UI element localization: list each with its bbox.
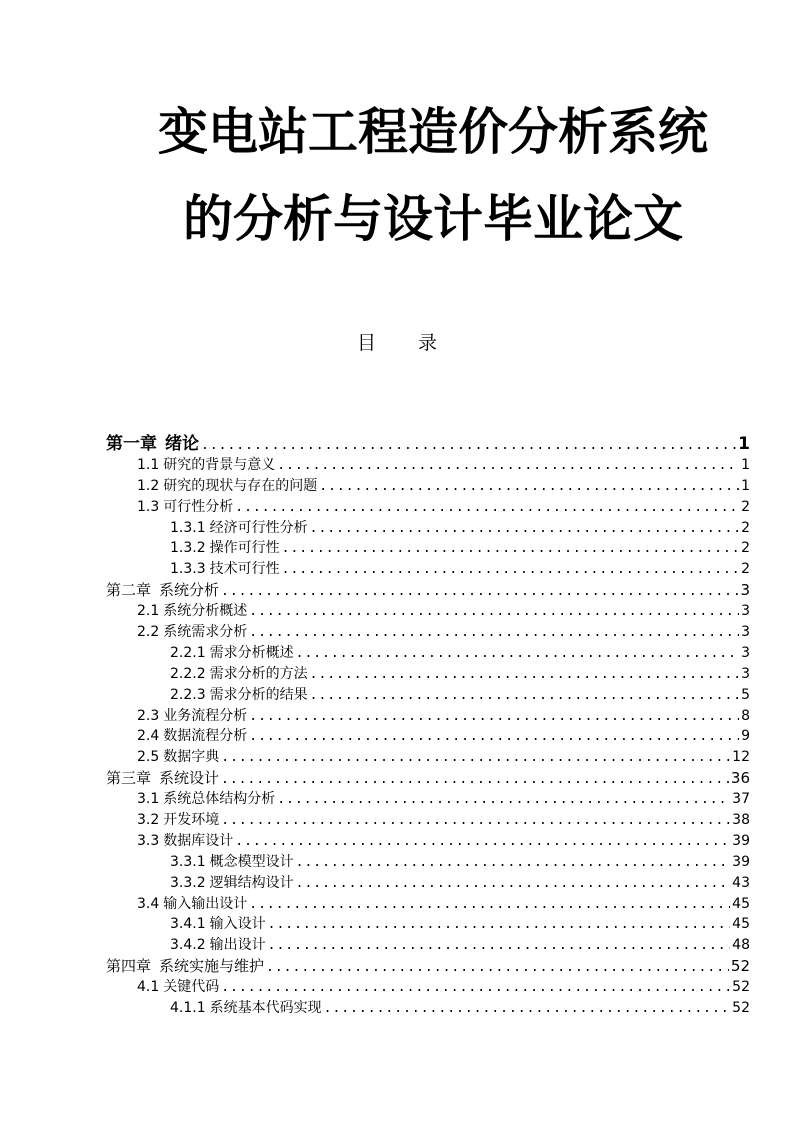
toc-dot-leader: [268, 915, 731, 935]
toc-dot-leader: [266, 958, 729, 977]
toc-entry-text: 需求分析概述: [209, 644, 294, 661]
toc-page-number: 1: [741, 456, 750, 473]
toc-entry-text: 系统基本代码实现: [209, 1000, 322, 1017]
toc-entry[interactable]: [106, 497, 750, 518]
toc-heading: 目录: [356, 332, 479, 354]
toc-dot-leader: [221, 811, 730, 831]
toc-entry-text: 系统需求分析: [163, 624, 248, 641]
toc-entry-number: 2.2.2: [170, 665, 206, 682]
toc-entry-text: 数据流程分析: [163, 728, 248, 745]
toc-entry-title: [106, 768, 219, 789]
toc-dot-leader: [221, 582, 738, 601]
toc-entry-title: [170, 873, 294, 894]
toc-entry-text: 系统分析概述: [163, 603, 248, 620]
toc-entry-title: [170, 538, 280, 559]
toc-entry-title: [137, 894, 247, 915]
toc-dot-leader: [324, 999, 731, 1019]
toc-page-number: 3: [740, 581, 750, 600]
toc-entry-text: 系统设计: [159, 769, 220, 788]
toc-dot-leader: [296, 644, 739, 664]
toc-entry[interactable]: [106, 894, 750, 915]
toc-entry-title: [170, 643, 294, 664]
toc-entry-title: [106, 956, 264, 977]
toc-entry[interactable]: [106, 810, 750, 831]
toc-entry[interactable]: [106, 977, 750, 998]
toc-entry-text: 需求分析的方法: [209, 665, 308, 682]
toc-entry-number: 2.2.3: [170, 686, 206, 703]
toc-entry-text: 研究的背景与意义: [163, 456, 276, 473]
toc-page-number: 45: [732, 895, 750, 912]
toc-entry[interactable]: [106, 747, 750, 768]
toc-entry-text: 开发环境: [163, 812, 220, 829]
toc-dot-leader: [235, 832, 730, 852]
toc-page-number: 9: [741, 728, 750, 745]
toc-page-number: 38: [732, 812, 750, 829]
toc-entry-number: 4.1.1: [170, 1000, 206, 1017]
toc-entry[interactable]: [106, 914, 750, 935]
toc-entry-text: 数据字典: [163, 749, 220, 766]
toc-entry[interactable]: [106, 434, 750, 455]
toc-entry-text: 关键代码: [163, 979, 220, 996]
toc-dot-leader: [249, 623, 739, 643]
toc-entry-title: [137, 622, 247, 643]
toc-entry-title: [137, 706, 247, 727]
toc-entry-text: 逻辑结构设计: [209, 874, 294, 891]
toc-page-number: 3: [741, 644, 750, 661]
toc-page-number: 39: [732, 853, 750, 870]
toc-entry[interactable]: [106, 559, 750, 580]
toc-entry-text: 经济可行性分析: [209, 519, 308, 536]
toc-entry[interactable]: [106, 831, 750, 852]
toc-entry[interactable]: [106, 476, 750, 497]
toc-page-number: 2: [741, 498, 750, 515]
toc-entry-number: 3.3.1: [170, 853, 206, 870]
toc-entry-title: [137, 789, 275, 810]
toc-entry-number: 3.4.2: [170, 937, 206, 954]
toc-entry-title: [106, 434, 199, 455]
toc-entry-number: 4.1: [137, 979, 160, 996]
toc-entry-number: 2.1: [137, 603, 160, 620]
toc-entry-title: [137, 601, 247, 622]
toc-entry-number: 2.2.1: [170, 644, 206, 661]
toc-entry-text: 概念模型设计: [209, 853, 294, 870]
toc-entry-text: 数据库设计: [163, 832, 234, 849]
toc-entry-number: 3.4.1: [170, 916, 206, 933]
toc-entry[interactable]: [106, 706, 750, 727]
toc-dot-leader: [221, 978, 730, 998]
toc-entry[interactable]: [106, 956, 750, 977]
toc-entry[interactable]: [106, 643, 750, 664]
toc-entry[interactable]: [106, 852, 750, 873]
toc-page-number: 2: [741, 561, 750, 578]
toc-dot-leader: [249, 895, 730, 915]
toc-entry-number: 2.5: [137, 749, 160, 766]
toc-entry-number: 第四章: [106, 957, 152, 976]
toc-dot-leader: [277, 456, 739, 476]
toc-page-number: 3: [741, 624, 750, 641]
toc-entry-text: 输入输出设计: [163, 895, 248, 912]
toc-dot-leader: [282, 539, 739, 559]
toc-entry-number: 2.2: [137, 624, 160, 641]
toc-entry-number: 第二章: [106, 581, 152, 600]
toc-entry-title: [170, 559, 280, 580]
toc-dot-leader: [235, 498, 739, 518]
toc-entry-number: 3.1: [137, 791, 160, 808]
toc-page-number: 43: [732, 874, 750, 891]
toc-page-number: 12: [732, 749, 750, 766]
toc-entry-title: [137, 747, 219, 768]
toc-entry-title: [137, 497, 233, 518]
toc-entry-number: 1.3.3: [170, 561, 206, 578]
toc-entry-title: [137, 476, 317, 497]
toc-page-number: 39: [732, 832, 750, 849]
toc-entry-text: 业务流程分析: [163, 707, 248, 724]
toc-entry-title: [137, 726, 247, 747]
toc-entry[interactable]: [106, 873, 750, 894]
toc-entry-number: 第三章: [106, 769, 152, 788]
toc-entry-title: [170, 998, 322, 1019]
document-title-line-2: 的分析与设计毕业论文: [183, 190, 683, 248]
toc-dot-leader: [201, 436, 736, 455]
toc-entry-text: 系统总体结构分析: [163, 791, 276, 808]
toc-entry-text: 需求分析的结果: [209, 686, 308, 703]
toc-page-number: 2: [741, 519, 750, 536]
toc-entry-title: [137, 977, 219, 998]
toc-entry-title: [170, 685, 308, 706]
toc-entry-number: 1.3.2: [170, 540, 206, 557]
toc-entry[interactable]: [106, 789, 750, 810]
toc-page-number: 37: [732, 791, 750, 808]
toc-entry-number: 3.4: [137, 895, 160, 912]
toc-entry-text: 输入设计: [209, 916, 266, 933]
toc-entry-number: 1.3.1: [170, 519, 206, 536]
toc-page-number: 48: [732, 937, 750, 954]
toc-page-number: 1: [741, 477, 750, 494]
toc-page-number: 52: [732, 979, 750, 996]
toc-dot-leader: [282, 560, 739, 580]
toc-dot-leader: [268, 936, 731, 956]
toc-page-number: 36: [730, 769, 750, 788]
toc-entry-title: [170, 852, 294, 873]
toc-dot-leader: [296, 874, 731, 894]
toc-dot-leader: [310, 686, 739, 706]
toc-dot-leader: [249, 727, 739, 747]
toc-page-number: 2: [741, 540, 750, 557]
toc-page-number: 3: [741, 665, 750, 682]
toc-entry-number: 2.4: [137, 728, 160, 745]
toc-entry-number: 1.2: [137, 477, 160, 494]
toc-entry-title: [137, 455, 275, 476]
toc-entry-text: 操作可行性: [209, 540, 280, 557]
toc-dot-leader: [249, 602, 739, 622]
toc-entry[interactable]: [106, 664, 750, 685]
toc-dot-leader: [310, 665, 739, 685]
toc-dot-leader: [296, 853, 731, 873]
toc-entry[interactable]: [106, 580, 750, 601]
toc-entry-title: [170, 935, 266, 956]
toc-page-number: 8: [741, 707, 750, 724]
toc-entry-number: 第一章: [106, 434, 157, 454]
toc-entry-number: 3.2: [137, 812, 160, 829]
toc-entry-text: 可行性分析: [163, 498, 234, 515]
toc-dot-leader: [277, 790, 730, 810]
toc-dot-leader: [221, 770, 729, 789]
toc-entry[interactable]: [106, 538, 750, 559]
toc-entry[interactable]: [106, 685, 750, 706]
toc-entry-title: [170, 914, 266, 935]
toc-dot-leader: [249, 707, 739, 727]
toc-entry-title: [106, 580, 219, 601]
toc-entry-number: 2.3: [137, 707, 160, 724]
toc-entry-title: [137, 810, 219, 831]
toc-entry[interactable]: [106, 601, 750, 622]
toc-dot-leader: [221, 748, 730, 768]
table-of-contents: [106, 434, 750, 1019]
toc-dot-leader: [310, 519, 739, 539]
toc-entry-number: 1.1: [137, 456, 160, 473]
toc-entry-number: 3.3.2: [170, 874, 206, 891]
toc-page-number: 45: [732, 916, 750, 933]
toc-dot-leader: [319, 477, 739, 497]
toc-entry[interactable]: [106, 455, 750, 476]
toc-entry[interactable]: [106, 768, 750, 789]
toc-page-number: 52: [730, 957, 750, 976]
toc-page-number: 5: [741, 686, 750, 703]
toc-page-number: 52: [732, 1000, 750, 1017]
toc-entry-number: 1.3: [137, 498, 160, 515]
document-title-line-1: 变电站工程造价分析系统: [158, 103, 708, 161]
toc-entry[interactable]: [106, 935, 750, 956]
toc-page-number: 1: [738, 434, 750, 454]
toc-entry[interactable]: [106, 726, 750, 747]
toc-entry-text: 系统分析: [159, 581, 220, 600]
toc-entry[interactable]: [106, 622, 750, 643]
toc-entry-text: 研究的现状与存在的问题: [163, 477, 318, 494]
toc-entry-text: 系统实施与维护: [159, 957, 265, 976]
toc-entry-text: 绪论: [165, 434, 199, 454]
toc-entry[interactable]: [106, 518, 750, 539]
toc-page-number: 3: [741, 603, 750, 620]
toc-entry-text: 输出设计: [209, 937, 266, 954]
toc-entry-title: [137, 831, 233, 852]
toc-entry-number: 3.3: [137, 832, 160, 849]
toc-entry[interactable]: [106, 998, 750, 1019]
toc-entry-title: [170, 518, 308, 539]
toc-entry-text: 技术可行性: [209, 561, 280, 578]
toc-entry-title: [170, 664, 308, 685]
